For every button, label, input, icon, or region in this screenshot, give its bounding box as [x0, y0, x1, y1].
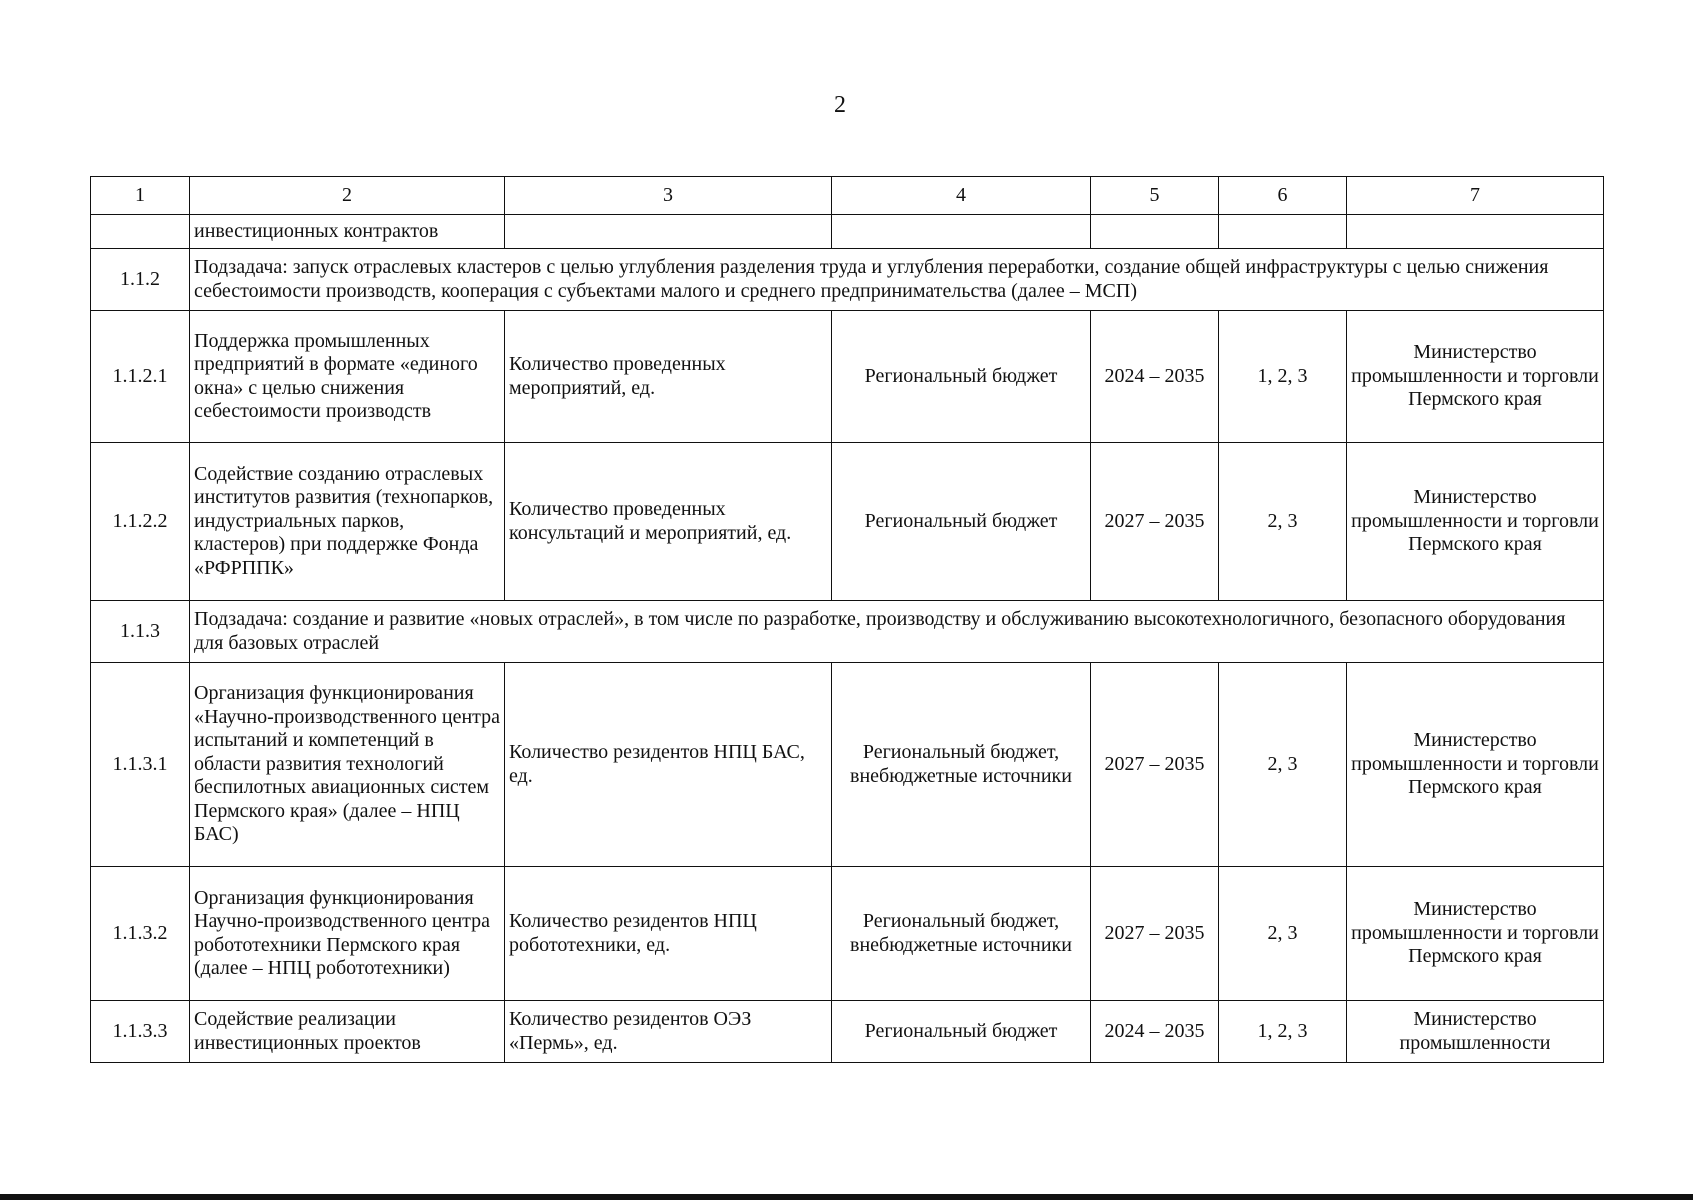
source-cell: Региональный бюджет — [832, 1001, 1091, 1063]
row-number: 1.1.2.2 — [91, 443, 190, 601]
row-number: 1.1.3.3 — [91, 1001, 190, 1063]
source-cell: Региональный бюджет, внебюджетные источники — [832, 867, 1091, 1001]
subtask-row — [91, 249, 1604, 311]
indicator-cell: Количество резидентов ОЭЗ «Пермь», ед. — [505, 1001, 832, 1063]
header-cell: 2 — [190, 177, 505, 215]
header-cell: 3 — [505, 177, 832, 215]
activity-cell: Содействие созданию отраслевых институтов развития (технопарков, индустриальных парков, кластеров) при поддержке Фонда «РФРППК» — [190, 443, 505, 601]
tasks-cell: 2, 3 — [1219, 443, 1347, 601]
period-cell — [1091, 215, 1219, 249]
activity-cell: инвестиционных контрактов — [190, 215, 505, 249]
row-number: 1.1.3 — [91, 601, 190, 663]
header-cell: 1 — [91, 177, 190, 215]
indicator-cell: Количество проведенных консультаций и мероприятий, ед. — [505, 443, 832, 601]
responsible-cell: Министерство промышленности и торговли Пермского края — [1347, 443, 1604, 601]
tasks-cell: 2, 3 — [1219, 867, 1347, 1001]
tasks-cell: 1, 2, 3 — [1219, 311, 1347, 443]
subtask-text: Подзадача: создание и развитие «новых отраслей», в том числе по разработке, производству и обслуживанию высокотехнологичного, безопасного оборудования для базовых отраслей — [190, 601, 1604, 663]
row-number: 1.1.2 — [91, 249, 190, 311]
table-row — [91, 663, 1604, 867]
header-cell: 5 — [1091, 177, 1219, 215]
tasks-cell — [1219, 215, 1347, 249]
responsible-cell: Министерство промышленности и торговли Пермского края — [1347, 663, 1604, 867]
period-cell: 2024 – 2035 — [1091, 311, 1219, 443]
table-row — [91, 443, 1604, 601]
header-cell: 7 — [1347, 177, 1604, 215]
indicator-cell: Количество проведенных мероприятий, ед. — [505, 311, 832, 443]
row-number: 1.1.3.2 — [91, 867, 190, 1001]
activity-cell: Организация функционирования «Научно-производственного центра испытаний и компетенций в области развития технологий беспилотных авиационных систем Пермского края» (далее – НПЦ БАС) — [190, 663, 505, 867]
activity-cell: Содействие реализации инвестиционных проектов — [190, 1001, 505, 1063]
source-cell: Региональный бюджет — [832, 443, 1091, 601]
responsible-cell: Министерство промышленности — [1347, 1001, 1604, 1063]
indicator-cell — [505, 215, 832, 249]
responsible-cell: Министерство промышленности и торговли Пермского края — [1347, 311, 1604, 443]
indicator-cell: Количество резидентов НПЦ робототехники, ед. — [505, 867, 832, 1001]
header-cell: 6 — [1219, 177, 1347, 215]
period-cell: 2027 – 2035 — [1091, 443, 1219, 601]
activity-cell: Поддержка промышленных предприятий в формате «единого окна» с целью снижения себестоимости производств — [190, 311, 505, 443]
table-row — [91, 311, 1604, 443]
table-row — [91, 215, 1604, 249]
indicator-cell: Количество резидентов НПЦ БАС, ед. — [505, 663, 832, 867]
header-row — [91, 177, 1604, 215]
activity-cell: Организация функционирования Научно-производственного центра робототехники Пермского края (далее – НПЦ робототехники) — [190, 867, 505, 1001]
subtask-text: Подзадача: запуск отраслевых кластеров с целью углубления разделения труда и углубления переработки, создание общей инфраструктуры с целью снижения себестоимости производств, кооперация с субъектами малого и среднего предпринимательства (далее – МСП) — [190, 249, 1604, 311]
period-cell: 2027 – 2035 — [1091, 663, 1219, 867]
header-cell: 4 — [832, 177, 1091, 215]
responsible-cell: Министерство промышленности и торговли Пермского края — [1347, 867, 1604, 1001]
source-cell: Региональный бюджет — [832, 311, 1091, 443]
period-cell: 2024 – 2035 — [1091, 1001, 1219, 1063]
row-number: 1.1.3.1 — [91, 663, 190, 867]
table-row — [91, 867, 1604, 1001]
source-cell — [832, 215, 1091, 249]
table-row — [91, 1001, 1604, 1063]
scan-edge-bar — [0, 1194, 1693, 1200]
source-cell: Региональный бюджет, внебюджетные источники — [832, 663, 1091, 867]
row-number — [91, 215, 190, 249]
tasks-cell: 2, 3 — [1219, 663, 1347, 867]
tasks-cell: 1, 2, 3 — [1219, 1001, 1347, 1063]
responsible-cell — [1347, 215, 1604, 249]
page-number: 2 — [834, 92, 846, 118]
row-number: 1.1.2.1 — [91, 311, 190, 443]
period-cell: 2027 – 2035 — [1091, 867, 1219, 1001]
subtask-row — [91, 601, 1604, 663]
measures-table — [90, 176, 1604, 1063]
